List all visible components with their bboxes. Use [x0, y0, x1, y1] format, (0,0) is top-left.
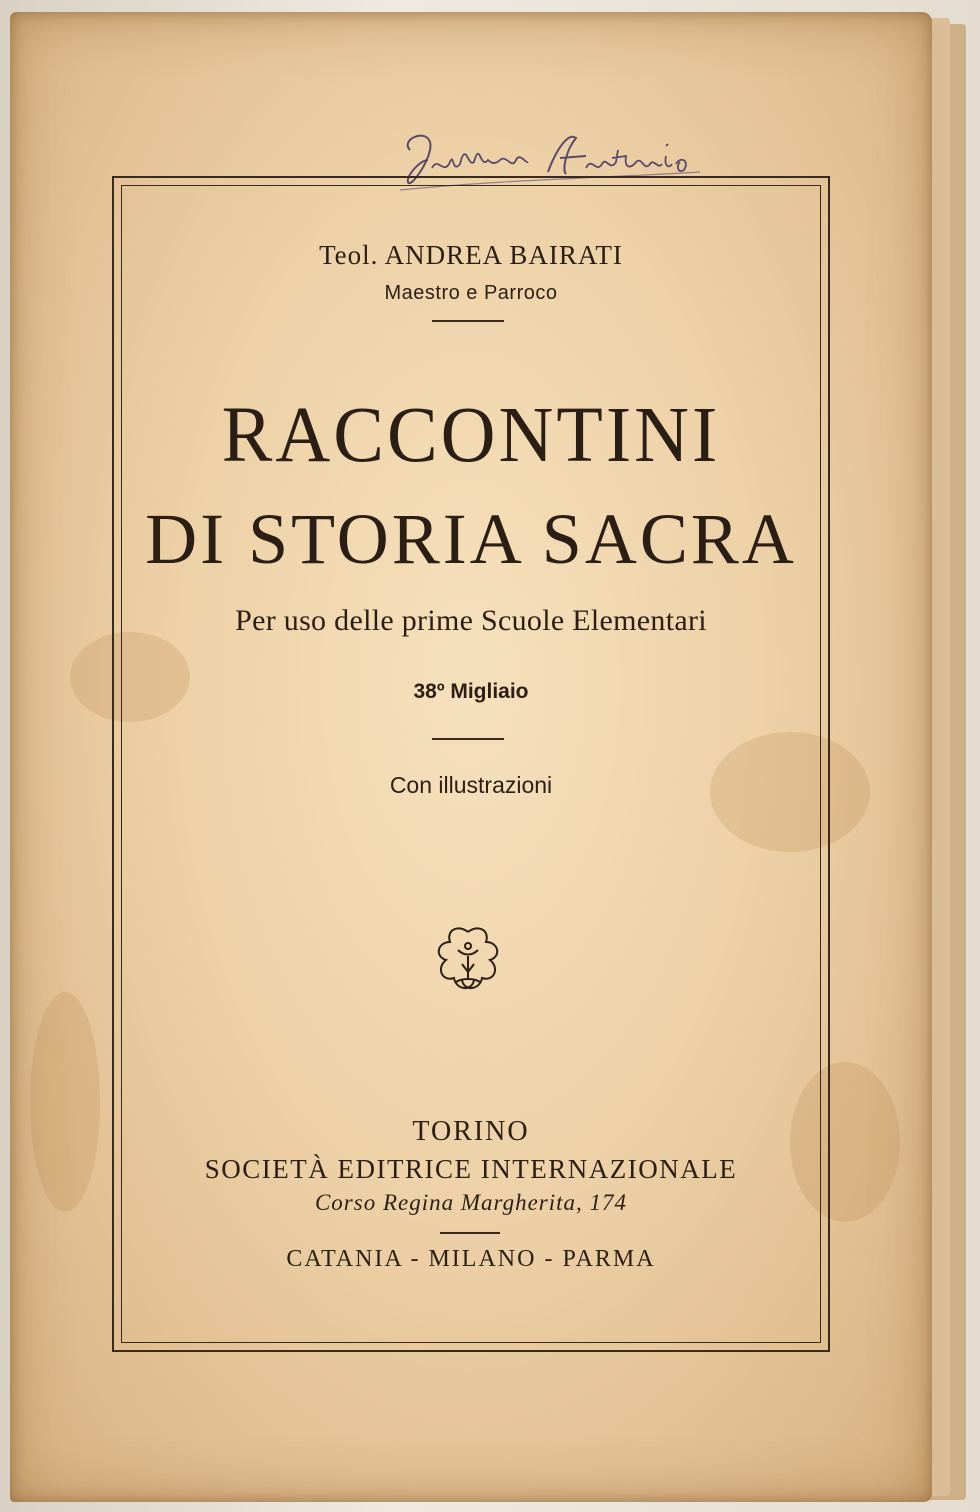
divider	[440, 1232, 500, 1234]
publisher-name: SOCIETÀ EDITRICE INTERNAZIONALE	[204, 1154, 738, 1184]
publisher-city: TORINO	[412, 1116, 530, 1147]
author-name: Teol. ANDREA BAIRATI	[319, 240, 623, 270]
title-line-1: RACCONTINI	[221, 390, 721, 480]
author-role: Maestro e Parroco	[384, 282, 558, 304]
title-line-2: DI STORIA SACRA	[145, 499, 797, 579]
stain	[30, 992, 100, 1212]
divider	[432, 320, 504, 322]
branch-cities: CATANIA - MILANO - PARMA	[286, 1246, 656, 1272]
publisher-address: Corso Regina Margherita, 174	[314, 1190, 628, 1215]
lily-flower-icon	[428, 920, 508, 1000]
edition-number: 38º Migliaio	[413, 680, 529, 703]
subtitle: Per uso delle prime Scuole Elementari	[235, 604, 707, 637]
divider	[432, 738, 504, 740]
illustrations-note: Con illustrazioni	[389, 772, 553, 798]
